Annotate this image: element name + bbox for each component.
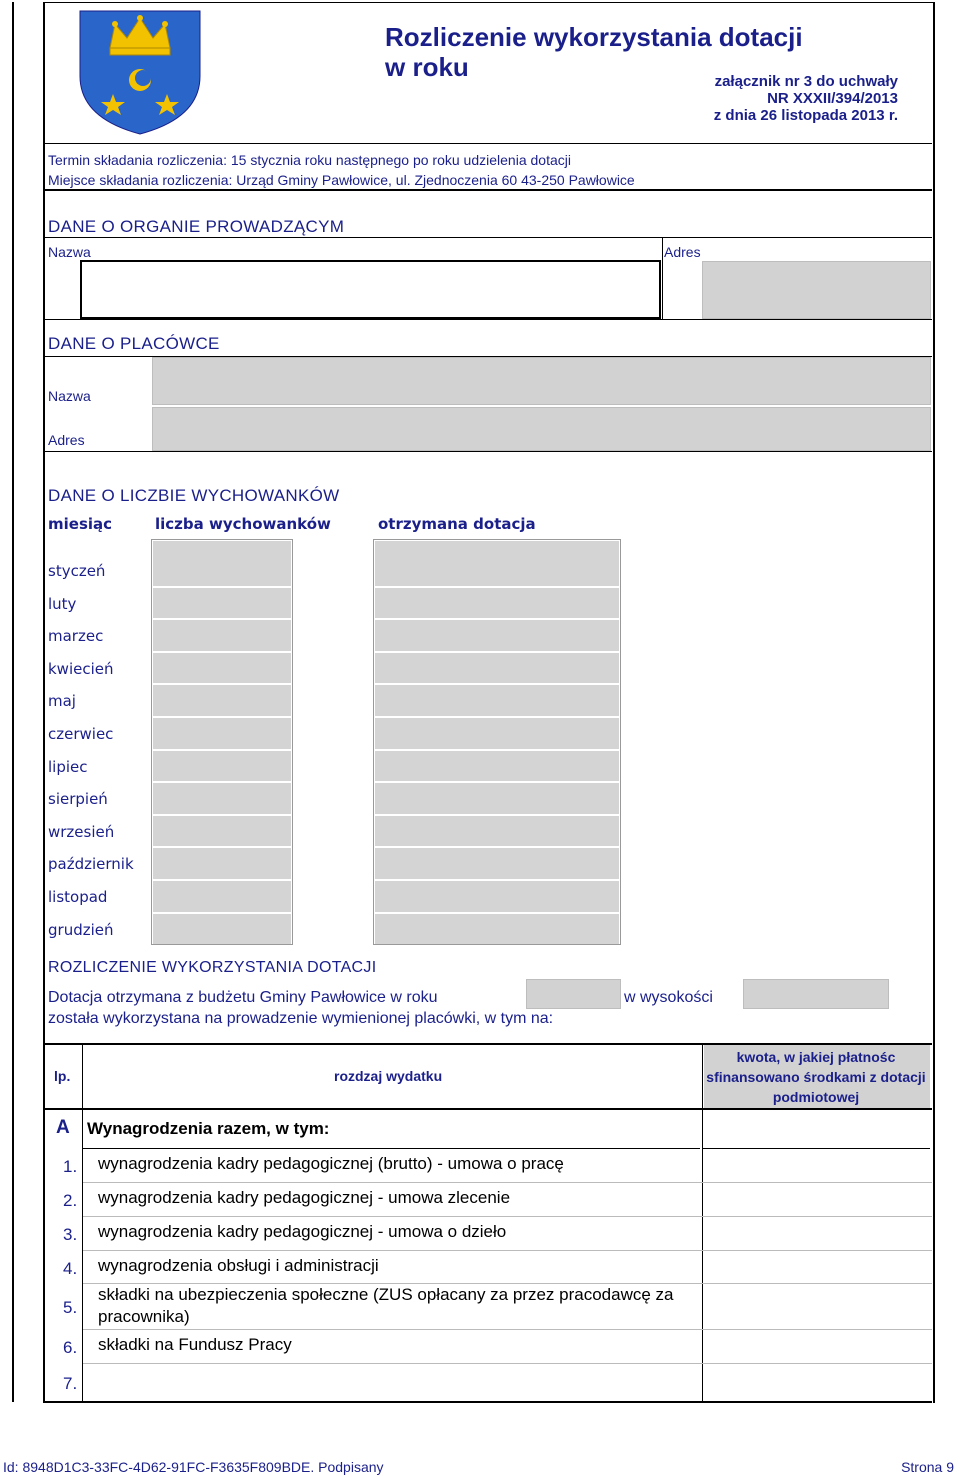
month-label: luty — [48, 594, 77, 613]
children-heading: DANE O LICZBIE WYCHOWANKÓW — [48, 486, 340, 505]
facility-heading: DANE O PLACÓWCE — [48, 334, 220, 353]
expense-row-number: 3. — [63, 1225, 78, 1244]
page-number: Strona 9 — [901, 1459, 954, 1475]
expense-row-label: wynagrodzenia obsługi i administracji — [98, 1255, 379, 1275]
month-label: kwiecień — [48, 659, 114, 678]
month-label: sierpień — [48, 790, 108, 809]
expense-row-number: 4. — [63, 1258, 78, 1278]
month-label: maj — [48, 692, 76, 711]
grant-amount-field[interactable] — [743, 979, 889, 1009]
submission-place-text: Miejsce składania rozliczenia: Urząd Gminy Pawłowice, ul. Zjednoczenia 60 43-250 Pawłowice — [48, 172, 635, 188]
expense-row-label: składki na ubezpieczenia społeczne (ZUS opłacany za przez pracodawcę za pracownika) — [98, 1285, 674, 1326]
facility-address-label: Adres — [48, 432, 85, 448]
expense-amount-field[interactable] — [703, 1284, 930, 1329]
outer-border-left — [12, 2, 14, 1402]
organ-name-label: Nazwa — [48, 244, 91, 260]
expense-row-number: 5. — [63, 1298, 78, 1317]
expense-amount-field[interactable] — [703, 1183, 930, 1216]
month-label: grudzień — [48, 920, 114, 939]
grant-year-field[interactable] — [526, 979, 621, 1009]
month-label: marzec — [48, 627, 104, 646]
col-count-header: liczba wychowanków — [155, 515, 331, 533]
expense-row-number: 6. — [63, 1338, 78, 1357]
facility-name-field[interactable] — [152, 357, 931, 405]
organ-address-field[interactable] — [702, 261, 931, 319]
col-lp-header: lp. — [54, 1068, 71, 1084]
annex-line-2: NR XXXII/394/2013 — [767, 90, 898, 107]
settlement-line1: Dotacja otrzymana z budżetu Gminy Pawłowice w roku — [48, 989, 438, 1006]
settlement-heading: ROZLICZENIE WYKORZYSTANIA DOTACJI — [48, 959, 377, 976]
deadline-text: Termin składania rozliczenia: 15 stycznia roku następnego po roku udzielenia dotacji — [48, 152, 571, 168]
month-label: czerwiec — [48, 725, 114, 743]
col-month-header: miesiąc — [48, 515, 113, 533]
annex-line-1: załącznik nr 3 do uchwały — [714, 73, 898, 90]
facility-address-field[interactable] — [152, 407, 931, 451]
expense-row-number: 7. — [63, 1374, 78, 1393]
expense-amount-field[interactable] — [703, 1251, 930, 1283]
organ-name-field[interactable] — [80, 260, 661, 319]
month-label: lipiec — [48, 757, 88, 776]
document-id: Id: 8948D1C3-33FC-4D62-91FC-F3635F809BDE. Podpisany — [3, 1459, 384, 1475]
organ-heading: DANE O ORGANIE PROWADZĄCYM — [48, 217, 345, 236]
col-type-header: rozdzaj wydatku — [334, 1068, 443, 1084]
settlement-amount-label: w wysokości — [624, 989, 713, 1006]
expense-row-label: wynagrodzenia kadry pedagogicznej (brutto) - umowa o pracę — [98, 1154, 564, 1173]
expense-row-label: wynagrodzenia kadry pedagogicznej - umowa zlecenie — [98, 1188, 511, 1207]
month-label: listopad — [48, 888, 108, 906]
organ-address-label: Adres — [664, 244, 701, 260]
annex-line-3: z dnia 26 listopada 2013 r. — [713, 107, 898, 124]
section-a-letter: A — [56, 1117, 70, 1138]
form-title: Rozliczenie wykorzystania dotacji — [385, 22, 803, 52]
month-label: wrzesień — [48, 822, 115, 841]
col-grant-header: otrzymana dotacja — [378, 515, 536, 533]
expense-row-number: 1. — [63, 1157, 78, 1176]
settlement-line2: została wykorzystana na prowadzenie wymienionej placówki, w tym na: — [48, 1010, 554, 1027]
expense-amount-field[interactable] — [703, 1330, 930, 1363]
month-label: styczeń — [48, 562, 106, 580]
facility-name-label: Nazwa — [48, 388, 91, 404]
expense-amount-field[interactable] — [703, 1364, 930, 1401]
col-amount-header: kwota, w jakiej płatnośc sfinansowano środkami z dotacji podmiotowej — [706, 1049, 926, 1105]
expense-row-label: wynagrodzenia kadry pedagogicznej - umowa o dzieło — [98, 1222, 507, 1241]
expense-row-label: składki na Fundusz Pracy — [98, 1335, 292, 1354]
form-title-year: w roku — [385, 52, 469, 82]
crest-emblem — [75, 6, 205, 136]
section-a-label: Wynagrodzenia razem, w tym: — [87, 1119, 330, 1138]
month-label: październik — [48, 855, 134, 874]
expense-amount-field[interactable] — [703, 1149, 930, 1182]
expense-amount-field[interactable] — [703, 1217, 930, 1250]
expense-row-number: 2. — [63, 1191, 78, 1210]
